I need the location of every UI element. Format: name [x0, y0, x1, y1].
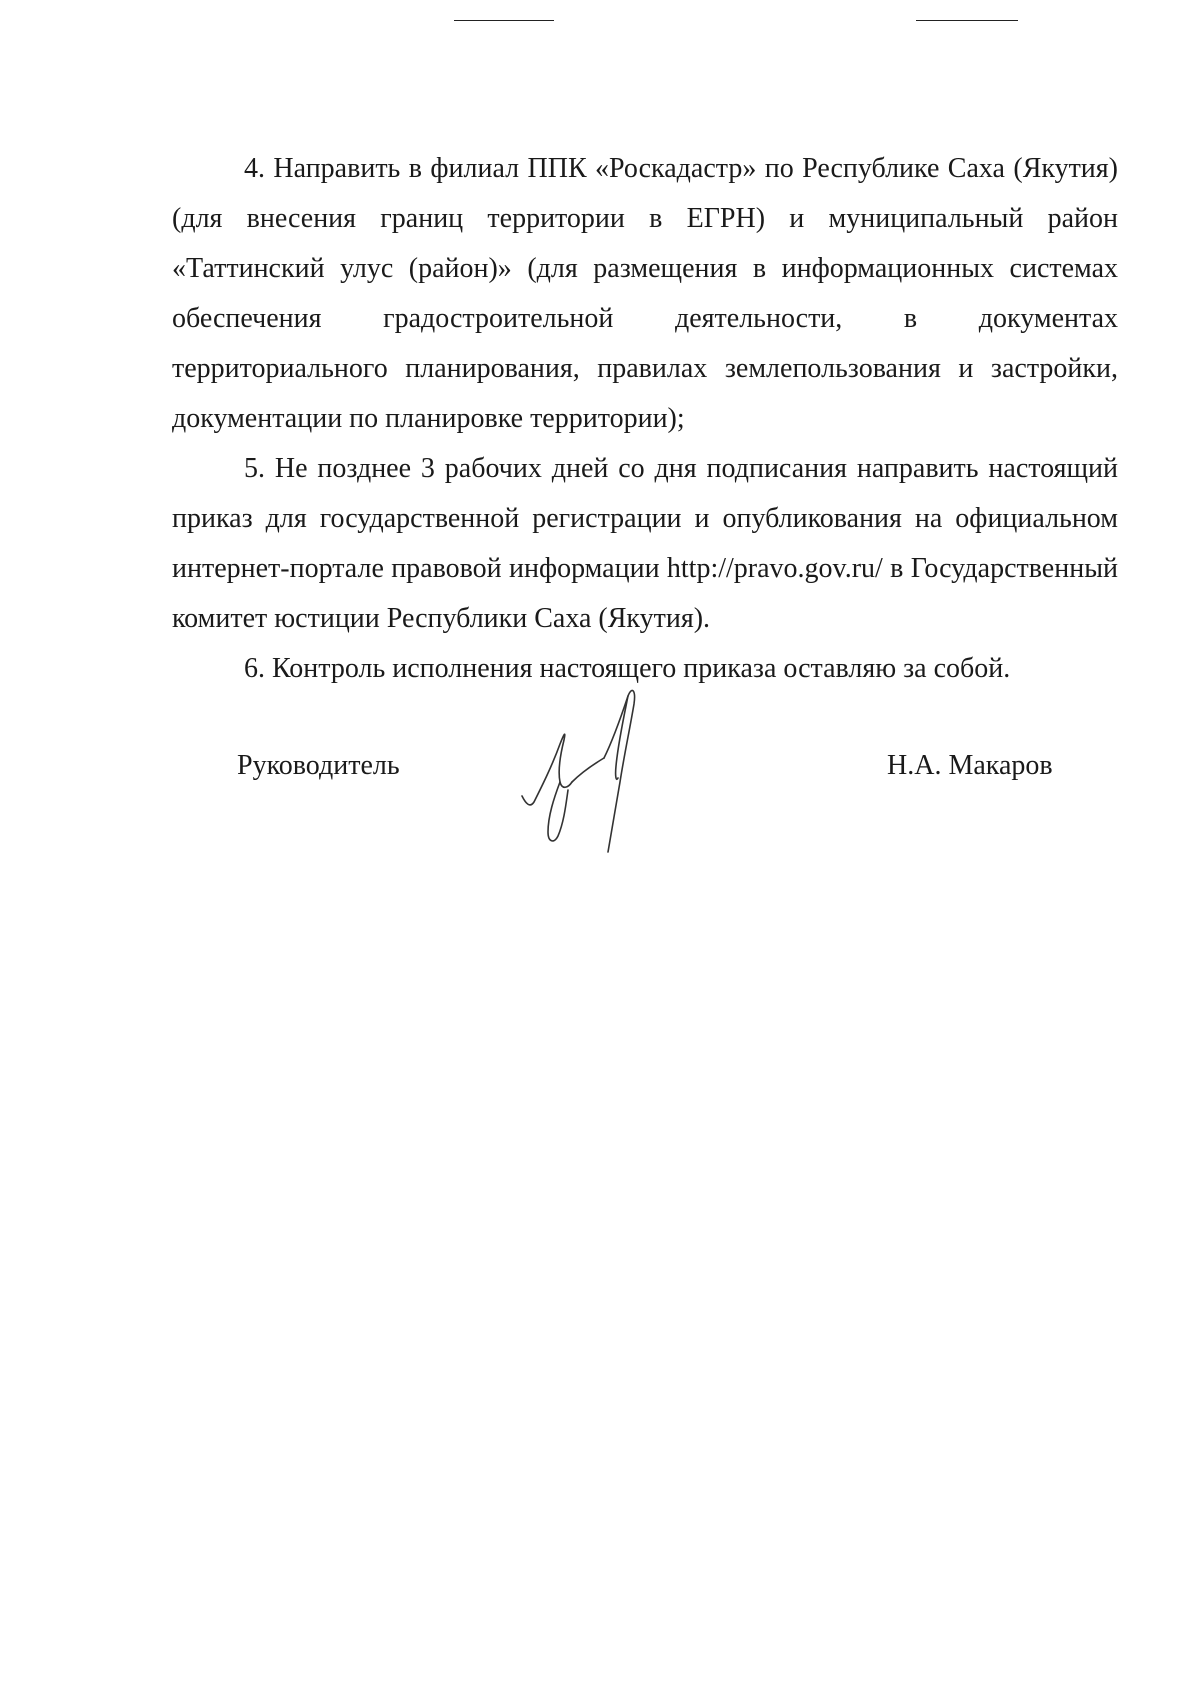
paragraph-item-4: 4. Направить в филиал ППК «Роскадастр» по Республике Саха (Якутия) (для внесения границ территории в ЕГРН) и муниципальный район «Таттинский улус (район)» (для размещения в информационных системах обеспечения градостроительной деятельности, в документах территориального планирования, правилах землепользования и застройки, документации по планировке территории);: [172, 153, 1118, 434]
handwritten-signature: [520, 686, 670, 866]
document-body: [172, 144, 1118, 694]
signatory-name: Н.А. Макаров: [887, 750, 1053, 781]
paragraph-item-6: 6. Контроль исполнения настоящего приказа оставляю за собой.: [244, 653, 1011, 684]
header-rule-left: [454, 20, 554, 21]
signatory-position: Руководитель: [237, 750, 400, 781]
header-rule-right: [916, 20, 1018, 21]
paragraph-item-5: 5. Не позднее 3 рабочих дней со дня подписания направить настоящий приказ для государственной регистрации и опубликования на официальном интернет-портале правовой информации http://pravo.gov.ru/ в Государственный комитет юстиции Республики Саха (Якутия).: [172, 453, 1118, 634]
